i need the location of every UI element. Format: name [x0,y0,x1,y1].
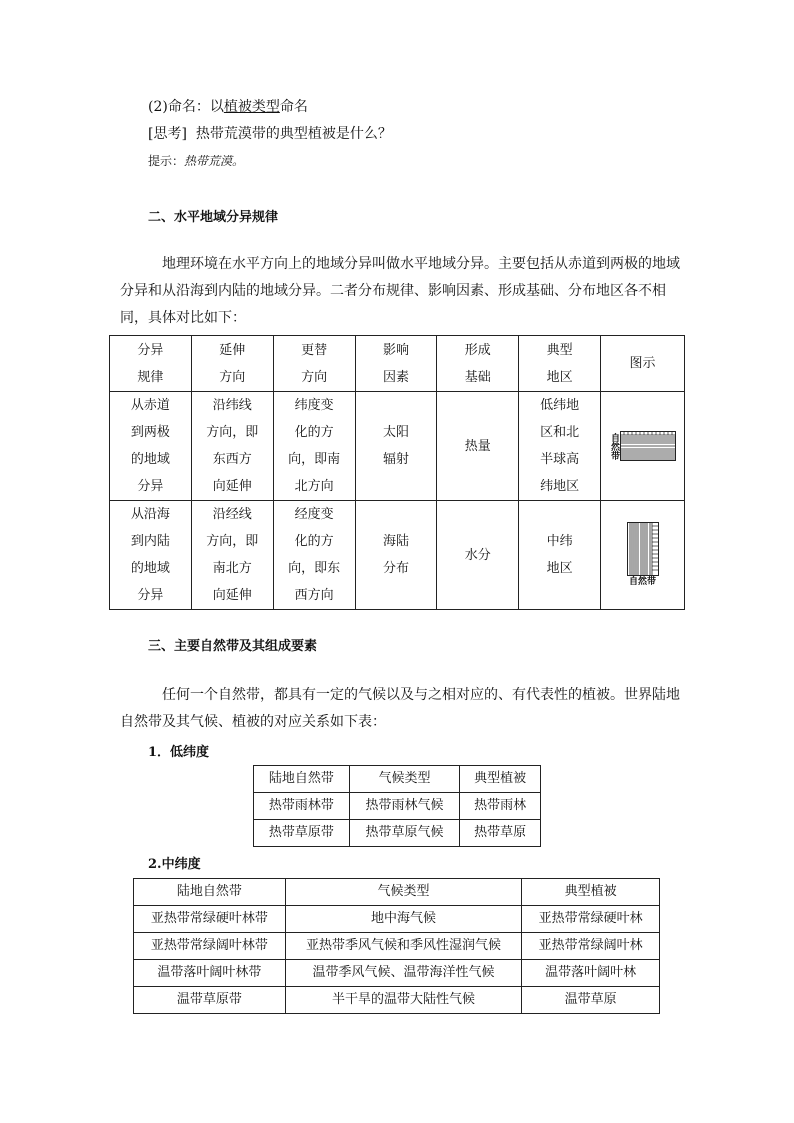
low-latitude-title: 1．低纬度 [148,745,210,760]
table-cell: 亚热带常绿阔叶林带 [134,933,286,960]
cell-line: 向，即东 [288,561,341,576]
header-cell: 典型植被 [460,766,541,793]
hint-answer: 热带荒漠。 [184,154,245,168]
think-line [148,123,392,143]
header-line: 规律 [137,369,164,385]
header-cell [273,336,355,392]
table-cell: 地中海气候 [285,906,522,933]
table-cell: 温带草原 [522,987,660,1014]
cell-line: 水分 [464,547,491,563]
header-line: 分异 [137,342,164,358]
table-row [134,987,660,1014]
header-cell: 陆地自然带 [254,766,350,793]
latitudinal-zonation-icon [620,431,676,461]
table-cell: 热带草原气候 [349,820,460,847]
section3-heading: 三、主要自然带及其组成要素 [148,639,318,654]
cell-line: 分异 [137,479,164,494]
low-latitude-table [253,765,541,847]
cell-line: 海陆 [382,534,409,549]
comparison-row [110,392,685,501]
table-row [254,820,541,847]
cell-line: 沿纬线 [212,398,252,413]
mid-latitude-title: 2.中纬度 [148,857,201,872]
header-line: 更替 [301,342,328,358]
header-cell [110,336,192,392]
table-header-row [254,766,541,793]
table-cell [110,501,192,610]
cell-line: 分布 [382,561,409,576]
cell-line: 东西方 [212,452,252,467]
table-row [134,906,660,933]
header-cell: 典型植被 [522,879,660,906]
table-cell: 半干旱的温带大陆性气候 [285,987,522,1014]
table-cell [191,392,273,501]
hint-line [148,152,244,169]
table-cell [110,392,192,501]
mid-latitude-table [133,878,660,1014]
table-cell [519,392,601,501]
table-cell: 温带草原带 [134,987,286,1014]
cell-line: 纬地区 [540,479,580,494]
diagram-cell [601,392,685,501]
cell-line: 化的方 [294,425,334,440]
comparison-table [109,335,685,610]
table-cell: 亚热带季风气候和季风性湿润气候 [285,933,522,960]
header-line: 延伸 [219,342,246,358]
header-cell [437,336,519,392]
naming-prefix: (2)命名：以 [148,99,224,115]
table-cell: 热带草原带 [254,820,350,847]
cell-line: 向延伸 [212,479,252,494]
cell-line: 沿经线 [212,507,252,522]
cell-line: 化的方 [294,534,334,549]
table-row [134,960,660,987]
cell-line: 到内陆 [130,534,170,549]
cell-line: 纬度变 [294,398,334,413]
table-cell: 热带雨林带 [254,793,350,820]
cell-line: 中纬 [546,534,573,549]
hint-label: 提示： [148,154,185,168]
cell-line: 半球高 [540,452,580,467]
header-line: 影响 [382,342,409,358]
section3-paragraph: 任何一个自然带，都具有一定的气候以及与之相对应的、有代表性的植被。世界陆地自然带及其气候、植被的对应关系如下表： [120,687,680,730]
table-cell: 热带雨林气候 [349,793,460,820]
naming-line [148,96,308,116]
table-header-row [134,879,660,906]
table-cell: 温带落叶阔叶林 [522,960,660,987]
header-cell [601,336,685,392]
header-line: 因素 [382,369,409,385]
header-cell: 气候类型 [349,766,460,793]
cell-line: 低纬地 [540,398,580,413]
header-line: 图示 [629,356,656,371]
header-line: 形成 [464,342,491,358]
diagram-cell [601,501,685,610]
longitudinal-zonation-icon [627,522,659,576]
table-cell: 亚热带常绿硬叶林 [522,906,660,933]
cell-line: 到两极 [130,425,170,440]
header-cell: 气候类型 [285,879,522,906]
header-line: 方向 [301,369,328,385]
table-cell [191,501,273,610]
naming-suffix: 命名 [279,99,308,115]
diagram-label: 自然带 [609,432,620,460]
cell-line: 从沿海 [130,507,170,522]
table-cell: 热带草原 [460,820,541,847]
table-cell: 温带落叶阔叶林带 [134,960,286,987]
naming-underlined: 植被类型 [223,99,280,115]
cell-line: 向，即南 [288,452,341,467]
table-row [254,793,541,820]
table-cell [273,501,355,610]
cell-line: 热量 [464,438,491,454]
cell-line: 从赤道 [130,398,170,413]
table-cell [437,501,519,610]
table-cell [273,392,355,501]
table-cell [437,392,519,501]
table-cell: 亚热带常绿硬叶林带 [134,906,286,933]
table-cell: 热带雨林 [460,793,541,820]
cell-line: 南北方 [212,561,252,576]
table-cell [355,392,437,501]
header-line: 方向 [219,369,246,385]
cell-line: 的地域 [130,452,170,467]
comparison-header-row [110,336,685,392]
section2-paragraph: 地理环境在水平方向上的地域分异叫做水平地域分异。主要包括从赤道到两极的地域分异和从沿海到内陆的地域分异。二者分布规律、影响因素、形成基础、分布地区各不相同，具体对比如下： [120,256,680,326]
header-cell [355,336,437,392]
diagram-label: 自然带 [629,577,657,587]
cell-line: 分异 [137,588,164,603]
think-label: [思考] [148,126,187,142]
cell-line: 辐射 [382,452,409,467]
cell-line: 地区 [546,561,573,576]
section2-heading: 二、水平地域分异规律 [148,210,279,225]
table-cell [519,501,601,610]
header-line: 地区 [546,369,573,385]
think-question: 热带荒漠带的典型植被是什么？ [195,126,392,142]
header-cell: 陆地自然带 [134,879,286,906]
header-line: 基础 [464,369,491,385]
cell-line: 方向，即 [206,534,259,549]
cell-line: 区和北 [540,425,580,440]
cell-line: 向延伸 [212,588,252,603]
cell-line: 西方向 [294,588,334,603]
cell-line: 的地域 [130,561,170,576]
table-cell: 亚热带常绿阔叶林 [522,933,660,960]
cell-line: 太阳 [382,425,409,440]
cell-line: 经度变 [294,507,334,522]
comparison-row [110,501,685,610]
header-cell [191,336,273,392]
table-cell: 温带季风气候、温带海洋性气候 [285,960,522,987]
cell-line: 方向，即 [206,425,259,440]
header-line: 典型 [546,342,573,358]
table-cell [355,501,437,610]
header-cell [519,336,601,392]
cell-line: 北方向 [294,479,334,494]
table-row [134,933,660,960]
